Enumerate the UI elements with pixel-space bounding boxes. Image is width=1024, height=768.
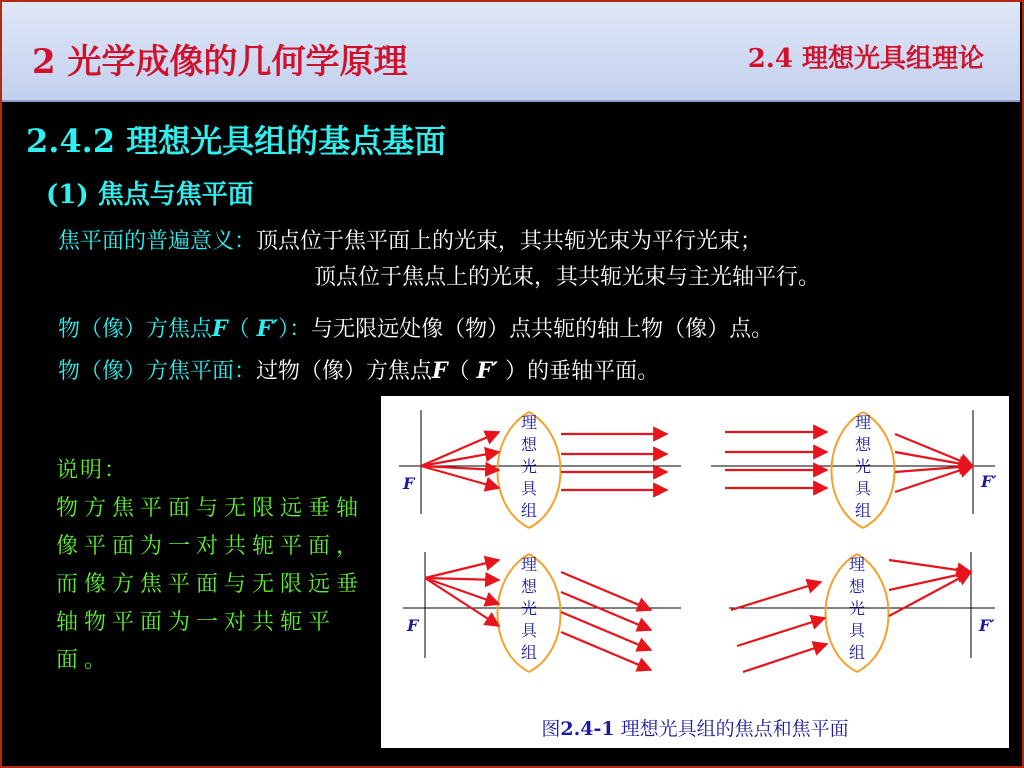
figure-focal-planes xyxy=(381,396,1009,748)
ray-out xyxy=(889,572,971,590)
focal-plane-meaning-text-2: 顶点位于焦点上的光束，其共轭光束与主光轴平行。 xyxy=(314,265,821,290)
focal-plane-definition xyxy=(58,354,659,385)
focal-point-label: 物（像）方焦点F（ F′）： xyxy=(58,316,312,342)
focal-plane-meaning-line-1 xyxy=(58,224,762,255)
ray-out xyxy=(889,560,971,572)
focal-plane-label: 物（像）方焦平面： xyxy=(58,359,257,384)
ray-in xyxy=(425,578,499,604)
section-title: 2.4 理想光具组理论 xyxy=(747,44,984,74)
focal-plane-meaning-text-1: 顶点位于焦平面上的光束，其共轭光束为平行光束； xyxy=(256,229,763,254)
lens-label-4: 理 想 光 具 组 xyxy=(848,555,865,662)
lens-label-1: 理 想 光 具 组 xyxy=(520,413,537,520)
ray-out xyxy=(561,572,651,610)
ray-out xyxy=(561,632,651,670)
header-bar xyxy=(2,2,1020,102)
ray-in xyxy=(731,582,821,610)
figure-caption: 图2.4-1 理想光具组的焦点和焦平面 xyxy=(541,718,849,740)
ray-out xyxy=(889,572,971,616)
note-title: 说明： xyxy=(56,458,129,483)
ray-out xyxy=(561,592,651,630)
note-box xyxy=(56,452,374,680)
ray-in xyxy=(421,452,499,466)
panel-object-focal-plane xyxy=(403,552,681,672)
ray-in xyxy=(425,578,499,580)
ray-out xyxy=(895,452,973,466)
note-body: 物方焦平面与无限远垂轴像平面为一对共轭平面，而像方焦平面与无限远垂轴物平面为一对共轭平面。 xyxy=(56,496,365,673)
panel-object-focus-top xyxy=(399,410,681,528)
focal-plane-meaning-line-2 xyxy=(314,260,820,291)
heading-focal-point: (1) 焦点与焦平面 xyxy=(46,180,254,210)
ray-in xyxy=(425,578,499,626)
ray-out xyxy=(895,434,973,466)
focal-plane-meaning-label: 焦平面的普遍意义： xyxy=(58,229,257,254)
lens-label-3: 理 想 光 具 组 xyxy=(520,555,537,662)
chapter-title: 2 光学成像的几何学原理 xyxy=(32,42,408,82)
label-F-top: F xyxy=(403,474,415,493)
ray-in xyxy=(743,644,827,672)
ray-in xyxy=(737,618,825,646)
figure-diagram xyxy=(381,396,1009,748)
label-F-bottom: F xyxy=(407,616,419,635)
subsection-title: 2.4.2 理想光具组的基点基面 xyxy=(26,122,447,160)
focal-point-text: 与无限远处像（物）点共轭的轴上物（像）点。 xyxy=(311,317,774,342)
label-Fprime-top: F′ xyxy=(981,472,997,491)
lens-label-2: 理 想 光 具 组 xyxy=(854,413,871,520)
focal-point-definition xyxy=(58,312,773,343)
ray-in xyxy=(421,432,499,466)
focal-plane-text: 过物（像）方焦点F（ F′ ）的垂轴平面。 xyxy=(256,358,660,384)
label-Fprime-bottom: F′ xyxy=(979,616,995,635)
ray-in xyxy=(425,560,499,578)
ray-out xyxy=(561,612,651,650)
